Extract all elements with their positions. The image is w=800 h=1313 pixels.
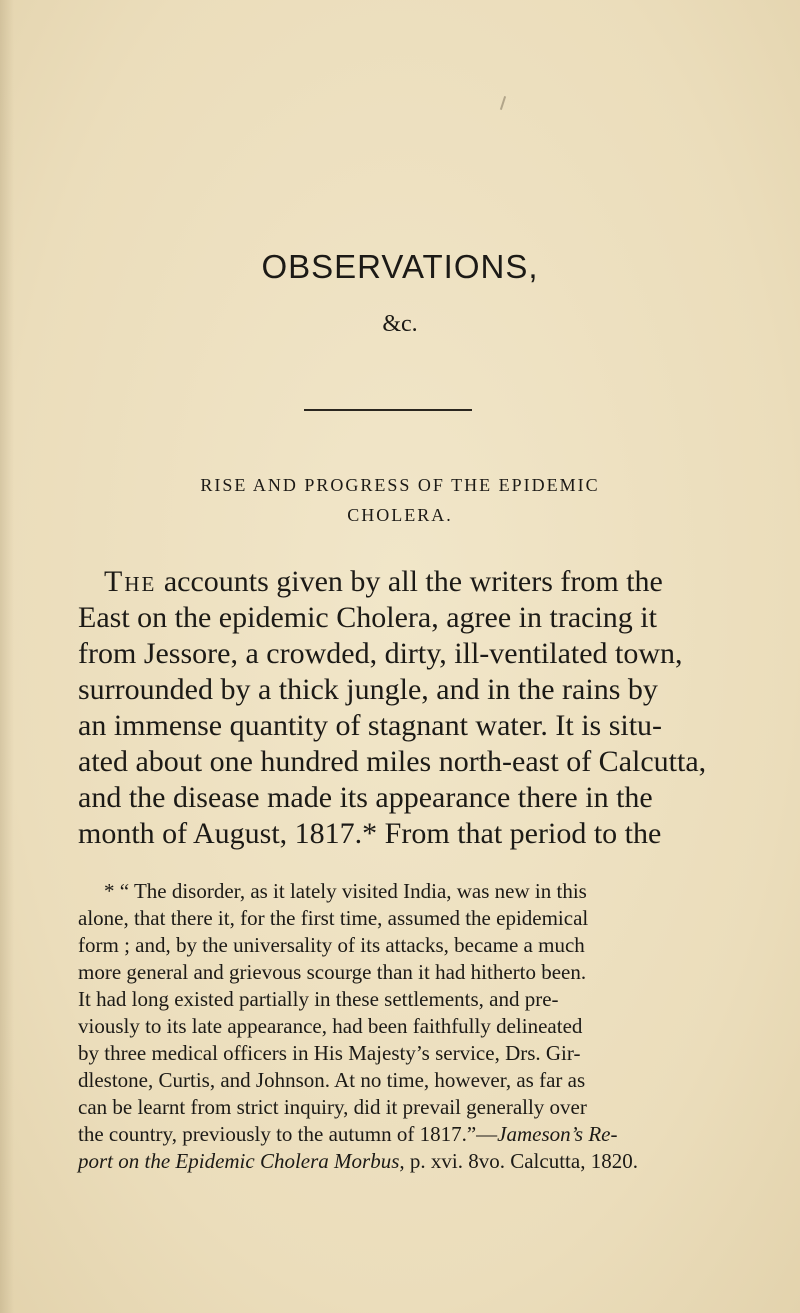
section-title-line-2: CHOLERA. (347, 505, 453, 525)
body-line-1-text: accounts given by all the writers from the (156, 565, 663, 598)
section-title (0, 470, 800, 530)
body-line-2: East on the epidemic Cholera, agree in tracing it (78, 601, 657, 634)
body-line-8: month of August, 1817.* From that period to the (78, 817, 662, 850)
footnote-line-8: dlestone, Curtis, and Johnson. At no time, however, as far as (78, 1068, 586, 1092)
footnote-line-6: viously to its late appearance, had been faithfully delineated (78, 1014, 583, 1038)
body-line-5: an immense quantity of stagnant water. It is situ- (78, 709, 663, 742)
footnote-line-10 (78, 1121, 728, 1147)
stray-mark (500, 96, 506, 110)
section-title-line-1: RISE AND PROGRESS OF THE EPIDEMIC (200, 475, 600, 495)
section-rule (304, 409, 472, 411)
footnote-line-3: form ; and, by the universality of its attacks, became a much (78, 933, 585, 957)
footnote-line-7: by three medical officers in His Majesty’s service, Drs. Gir- (78, 1041, 581, 1065)
body-line-3: from Jessore, a crowded, dirty, ill-ventilated town, (78, 637, 683, 670)
heading-etc: &c. (382, 311, 418, 337)
footnote-line-2: alone, that there it, for the first time, assumed the epidemical (78, 906, 589, 930)
footnote-line-9: can be learnt from strict inquiry, did it prevail generally over (78, 1095, 587, 1119)
body-lead-word: The (104, 565, 157, 598)
footnote-line-4: more general and grievous scourge than it had hitherto been. (78, 960, 587, 984)
footnote-citation-tail: p. xvi. 8vo. Calcutta, 1820. (404, 1149, 638, 1173)
page-edge-shadow (0, 0, 14, 1313)
footnote-line-5: It had long existed partially in these settlements, and pre- (78, 987, 559, 1011)
body-line-7: and the disease made its appearance there in the (78, 781, 653, 814)
body-line-6: ated about one hundred miles north-east of Calcutta, (78, 745, 707, 778)
page-heading: OBSERVATIONS, (261, 248, 539, 285)
footnote-citation-author: Jameson’s Re- (497, 1122, 618, 1146)
footnote-line-1: * “ The disorder, as it lately visited India, was new in this (104, 879, 587, 903)
body-line-4: surrounded by a thick jungle, and in the rains by (78, 673, 658, 706)
body-line-1 (104, 565, 704, 599)
footnote-line-10-text: the country, previously to the autumn of 1817.”— (78, 1122, 498, 1146)
footnote-line-11 (78, 1148, 728, 1174)
footnote-citation-work: port on the Epidemic Cholera Morbus, (78, 1149, 405, 1173)
